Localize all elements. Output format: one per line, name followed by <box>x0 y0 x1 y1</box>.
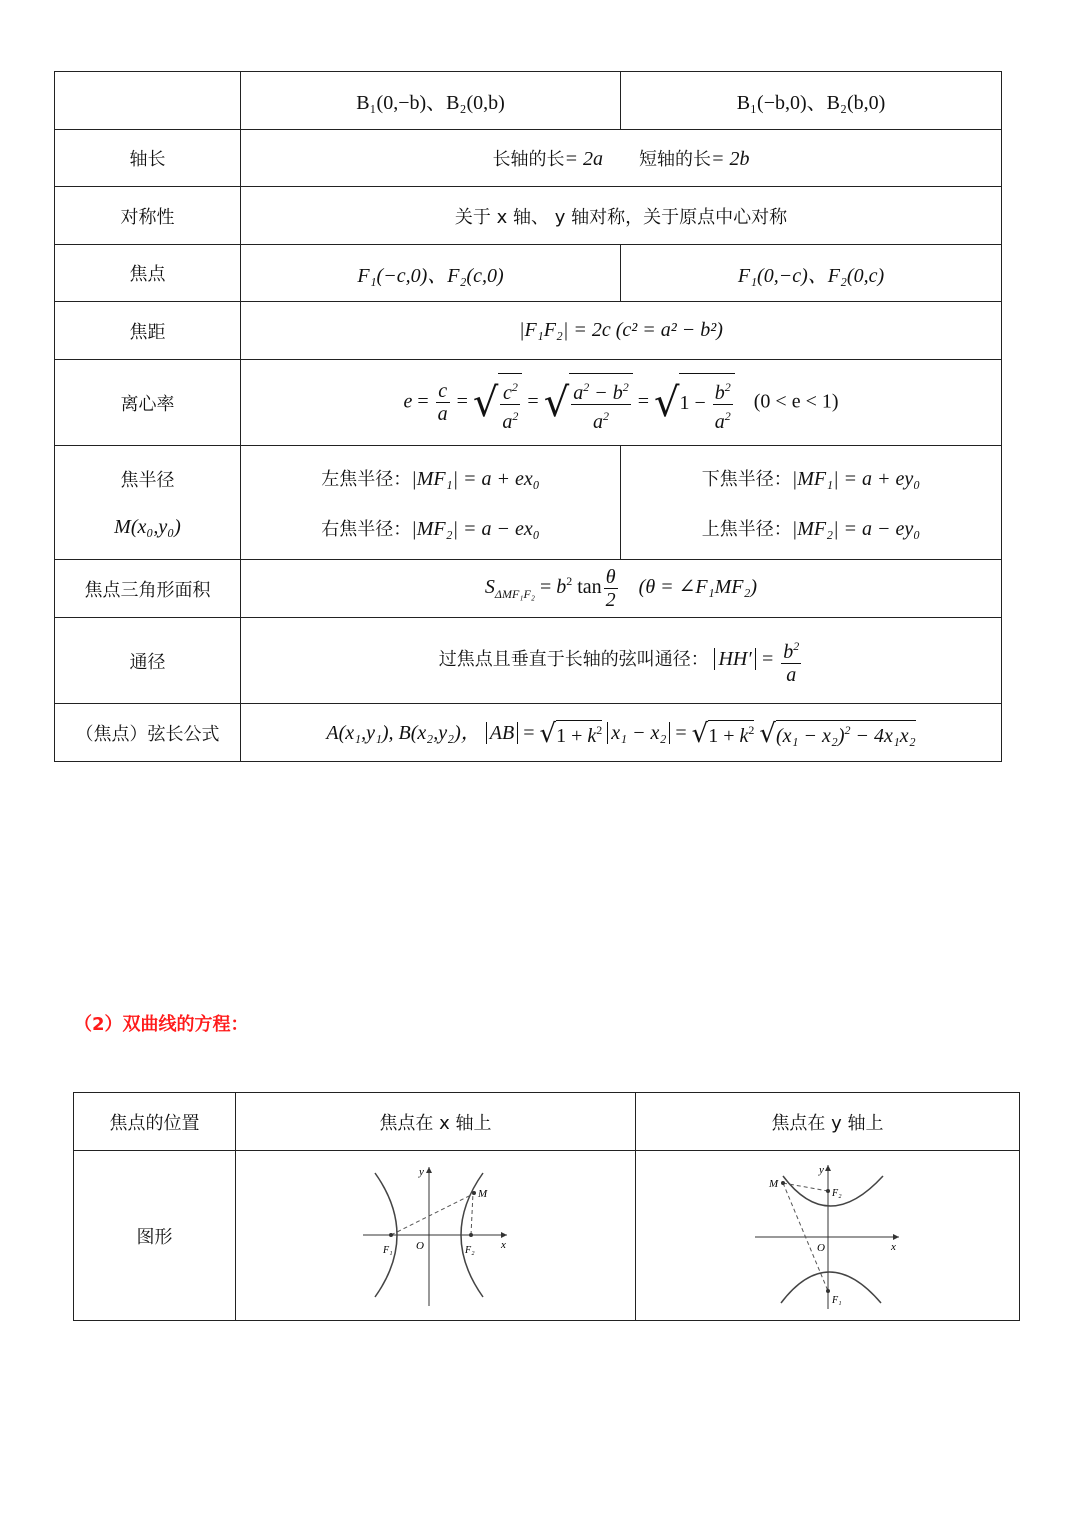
row-label-chord-length: （焦点）弦长公式 <box>55 704 241 762</box>
chord-length-formula: A(x₁,y₁), B(x₂,y₂)， AB = $√1 + k^2$ $x_1 - x_2 = √1 + k^2$ $√(x_1 - x_2)^2 - 4x_1x_2$ <box>241 704 1002 762</box>
table-row <box>55 618 1002 704</box>
vertices-y-axis: B₁(−b,0)、B₂(b,0) <box>621 72 1002 130</box>
lower-branch <box>781 1272 881 1303</box>
table-row <box>55 245 1002 302</box>
label-f2: F₂ <box>831 1187 842 1199</box>
graph-cell-x-axis <box>236 1151 636 1321</box>
foci-x-axis: F₁(−c,0)、F₂(c,0) <box>241 245 621 302</box>
point-f2 <box>826 1189 830 1193</box>
label-y: y <box>418 1166 424 1178</box>
hyperbola-y-axis-graph <box>753 1161 903 1311</box>
table-row <box>55 704 1002 762</box>
major-axis-label: 长轴的长 <box>492 149 565 170</box>
label-x: x <box>500 1239 506 1251</box>
table-row <box>55 560 1002 618</box>
eccentricity-condition: (0 < e < 1) <box>753 390 839 413</box>
row-label-symmetry: 对称性 <box>55 187 241 245</box>
point-m-label: M(x₀,y₀) <box>114 516 181 538</box>
vertices-x-axis: B₁(0,−b)、B₂(0,b) <box>241 72 621 130</box>
header-focus-y-axis: 焦点在 y 轴上 <box>636 1093 1020 1151</box>
focal-radius-x-axis <box>241 446 621 560</box>
upper-focal-radius-formula: |MF₂| = a − ey₀ <box>791 517 921 540</box>
hyperbola-table <box>73 1092 1020 1321</box>
table-row <box>55 72 1002 130</box>
eccentricity-formula: e = $\frac{c}{a}$ = √ $\frac{c^2}{a^2}$ = √ $\frac{a^2 - b^2}{a^2}$ = √1 − $\frac{b^2}{a^2}$ (0 < e < 1) <box>241 360 1002 446</box>
x-axis-arrow-icon <box>501 1232 507 1238</box>
ellipse-properties-table <box>54 71 1002 762</box>
point-f2 <box>469 1233 473 1237</box>
label-m: M <box>477 1188 487 1200</box>
lower-focal-radius-formula: |MF₁| = a + ey₀ <box>791 467 921 490</box>
symmetry-text: 关于 x 轴、 y 轴对称，关于原点中心对称 <box>241 187 1002 245</box>
focal-distance-formula: |F₁F₂| = 2c (c² = a² − b²) <box>241 302 1002 360</box>
right-focal-radius-formula: |MF₂| = a − ex₀ <box>411 517 540 540</box>
row-label-graph: 图形 <box>74 1151 236 1321</box>
line-mf1 <box>391 1193 475 1235</box>
point-m <box>781 1181 785 1185</box>
table-row <box>55 187 1002 245</box>
y-axis-arrow-icon <box>825 1165 831 1171</box>
label-f2: F₂ <box>464 1245 475 1256</box>
latus-rectum-cell: 过焦点且垂直于长轴的弦叫通径： HH′ = $\frac{b^2}{a}$ <box>241 618 1002 704</box>
foci-y-axis: F₁(0,−c)、F₂(0,c) <box>621 245 1002 302</box>
row-label-empty <box>55 72 241 130</box>
minor-axis-label: 短轴的长 <box>639 149 711 170</box>
y-axis-arrow-icon <box>426 1167 432 1173</box>
row-label-latus-rectum: 通径 <box>55 618 241 704</box>
label-x: x <box>890 1240 896 1253</box>
lower-focal-radius-label: 下焦半径： <box>701 468 792 490</box>
chord-points: A(x₁,y₁), B(x₂,y₂)， <box>326 721 481 744</box>
header-focus-x-axis: 焦点在 x 轴上 <box>236 1093 636 1151</box>
row-label-axis-length: 轴长 <box>55 130 241 187</box>
latus-rectum-text: 过焦点且垂直于长轴的弦叫通径： <box>438 649 709 671</box>
label-m: M <box>768 1177 778 1190</box>
table-row <box>55 302 1002 360</box>
row-label-eccentricity: 离心率 <box>55 360 241 446</box>
table-row <box>74 1093 1020 1151</box>
line-mf2 <box>471 1193 473 1235</box>
triangle-area-formula: $S_{\Delta MF_1F_2} = b^2$ tan $\frac{\theta}{2}$ (θ = ∠F₁MF₂) <box>241 560 1002 618</box>
label-o: O <box>816 1241 825 1254</box>
axis-length-cell <box>241 130 1002 187</box>
minor-axis-value: = 2b <box>711 148 750 170</box>
focal-radius-label: 焦半径 <box>120 470 175 491</box>
label-y: y <box>818 1163 824 1176</box>
row-label-foci: 焦点 <box>55 245 241 302</box>
label-o: O <box>415 1240 424 1252</box>
row-label-triangle-area: 焦点三角形面积 <box>55 560 241 618</box>
row-label-focal-radius <box>55 446 241 560</box>
left-focal-radius-formula: |MF₁| = a + ex₀ <box>411 467 540 490</box>
label-f1: F₁ <box>831 1294 842 1306</box>
right-focal-radius-label: 右焦半径： <box>321 518 412 540</box>
major-axis-value: = 2a <box>564 148 603 170</box>
point-f1 <box>389 1233 393 1237</box>
graph-cell-y-axis <box>636 1151 1020 1321</box>
table-row <box>55 130 1002 187</box>
focal-radius-y-axis <box>621 446 1002 560</box>
x-axis-arrow-icon <box>893 1234 899 1240</box>
header-focus-position: 焦点的位置 <box>74 1093 236 1151</box>
table-row <box>55 360 1002 446</box>
label-f1: F₁ <box>382 1245 393 1256</box>
triangle-area-condition: (θ = ∠F₁MF₂) <box>638 576 758 599</box>
left-focal-radius-label: 左焦半径： <box>321 468 412 490</box>
row-label-focal-distance: 焦距 <box>55 302 241 360</box>
point-m <box>472 1191 476 1195</box>
point-f1 <box>826 1289 830 1293</box>
section-heading: （2）双曲线的方程： <box>74 1014 249 1035</box>
hyperbola-x-axis-graph <box>361 1163 511 1308</box>
upper-focal-radius-label: 上焦半径： <box>701 518 792 540</box>
table-row <box>74 1151 1020 1321</box>
table-row <box>55 446 1002 560</box>
